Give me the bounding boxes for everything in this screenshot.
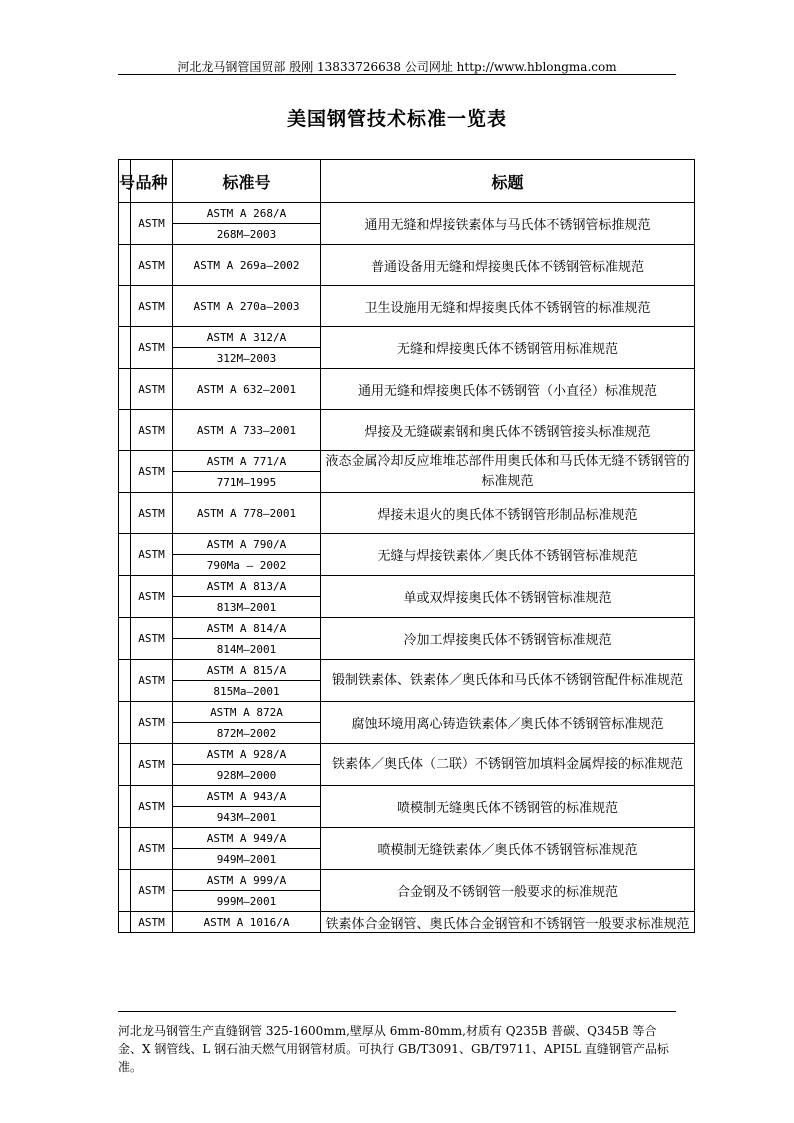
table-row [119,786,695,807]
standard-number-cell: 268M—2003 [173,224,321,245]
header-divider [118,74,676,75]
standard-number-cell: ASTM A 268/A [173,203,321,224]
row-number-cell [119,744,131,786]
standard-number-cell: ASTM A 270a—2003 [173,286,321,327]
standard-number-cell: ASTM A 815/A [173,660,321,681]
standard-number-cell: 312M—2003 [173,348,321,369]
title-cell: 焊接未退火的奥氏体不锈钢管形制品标准规范 [321,493,695,534]
table-row [119,576,695,597]
row-number-cell [119,493,131,534]
standards-table-container [118,159,690,954]
table-row [119,744,695,765]
standard-number-cell: 928M—2000 [173,765,321,786]
table-row [119,828,695,849]
row-number-cell [119,786,131,828]
kind-cell: ASTM [131,327,173,369]
kind-cell: ASTM [131,369,173,410]
standard-number-cell: 872M—2002 [173,723,321,744]
standard-number-cell: ASTM A 814/A [173,618,321,639]
table-row [119,660,695,681]
title-cell: 冷加工焊接奥氏体不锈钢管标准规范 [321,618,695,660]
row-number-cell [119,245,131,286]
standard-number-cell: ASTM A 778—2001 [173,493,321,534]
title-cell: 液态金属冷却反应堆堆芯部件用奥氏体和马氏体无缝不锈钢管的标准规范 [321,451,695,493]
row-number-cell [119,327,131,369]
standard-number-cell: 814M—2001 [173,639,321,660]
title-cell: 单或双焊接奥氏体不锈钢管标准规范 [321,576,695,618]
kind-cell: ASTM [131,786,173,828]
standard-number-cell: 813M—2001 [173,597,321,618]
footer-divider [118,1011,676,1012]
standard-number-cell: ASTM A 771/A [173,451,321,472]
row-number-cell [119,912,131,933]
title-cell: 卫生设施用无缝和焊接奥氏体不锈钢管的标准规范 [321,286,695,327]
title-cell: 合金钢及不锈钢管一般要求的标准规范 [321,870,695,912]
title-cell: 焊接及无缝碳素钢和奥氏体不锈钢管接头标准规范 [321,410,695,451]
row-number-cell [119,576,131,618]
table-row [119,245,695,286]
row-number-cell [119,410,131,451]
standard-number-cell: 943M—2001 [173,807,321,828]
standard-number-cell: ASTM A 813/A [173,576,321,597]
table-body [119,203,695,933]
standard-number-cell: ASTM A 733—2001 [173,410,321,451]
row-number-cell [119,451,131,493]
title-cell: 喷模制无缝奥氏体不锈钢管的标准规范 [321,786,695,828]
title-cell: 铁素体／奥氏体（二联）不锈钢管加填料金属焊接的标准规范 [321,744,695,786]
table-row [119,203,695,224]
standard-number-cell: 949M—2001 [173,849,321,870]
standard-number-cell: ASTM A 269a—2002 [173,245,321,286]
kind-cell: ASTM [131,870,173,912]
kind-cell: ASTM [131,245,173,286]
row-number-cell [119,369,131,410]
table-row [119,493,695,534]
table-row [119,534,695,555]
row-number-cell [119,286,131,327]
standard-number-cell: 790Ma — 2002 [173,555,321,576]
kind-cell: ASTM [131,203,173,245]
col-header-title: 标题 [321,160,695,203]
title-cell: 锻制铁素体、铁素体／奥氏体和马氏体不锈钢管配件标准规范 [321,660,695,702]
standard-number-cell: ASTM A 1016/A [173,912,321,933]
table-row [119,451,695,472]
standard-number-cell: 999M—2001 [173,891,321,912]
table-row [119,702,695,723]
standard-number-cell: ASTM A 949/A [173,828,321,849]
table-header-row [119,160,695,203]
col-header-standard: 标准号 [173,160,321,203]
title-cell: 喷模制无缝铁素体／奥氏体不锈钢管标准规范 [321,828,695,870]
title-cell: 通用无缝和焊接奥氏体不锈钢管（小直径）标准规范 [321,369,695,410]
table-row [119,870,695,891]
standard-number-cell: 815Ma—2001 [173,681,321,702]
table-row [119,618,695,639]
kind-cell: ASTM [131,702,173,744]
standard-number-cell: ASTM A 928/A [173,744,321,765]
table-row [119,327,695,348]
row-number-cell [119,534,131,576]
kind-cell: ASTM [131,534,173,576]
kind-cell: ASTM [131,618,173,660]
standard-number-cell: ASTM A 312/A [173,327,321,348]
kind-cell: ASTM [131,576,173,618]
kind-cell: ASTM [131,828,173,870]
standard-number-cell: ASTM A 872A [173,702,321,723]
document-title: 美国钢管技术标准一览表 [286,108,507,130]
row-number-cell [119,660,131,702]
kind-cell: ASTM [131,744,173,786]
row-number-cell [119,870,131,912]
kind-cell: ASTM [131,286,173,327]
standard-number-cell: 771M—1995 [173,472,321,493]
page-footer: 河北龙马钢管生产直缝钢管 325-1600mm,壁厚从 6mm-80mm,材质有 Q235B 普碳、Q345B 等合金、X 钢管线、L 钢石油天燃气用钢管材质。可执行 GB/T3091、GB/T9711、API5L 直缝钢管产品标准。 [118,1024,669,1074]
col-header-kind: 品种 [131,160,173,203]
title-cell: 铁素体合金钢管、奥氏体合金钢管和不锈钢管一般要求标准规范 [321,912,695,933]
kind-cell: ASTM [131,660,173,702]
kind-cell: ASTM [131,451,173,493]
standard-number-cell: ASTM A 632—2001 [173,369,321,410]
title-cell: 普通设备用无缝和焊接奥氏体不锈钢管标准规范 [321,245,695,286]
page-header: 河北龙马钢管国贸部 殷刚 13833726638 公司网址 http://www.hblongma.com [177,60,617,74]
table-row [119,410,695,451]
title-cell: 通用无缝和焊接铁素体与马氏体不锈钢管标推规范 [321,203,695,245]
standards-table [118,159,695,933]
title-cell: 无缝和焊接奥氏体不锈钢管用标准规范 [321,327,695,369]
table-row [119,369,695,410]
kind-cell: ASTM [131,912,173,933]
standard-number-cell: ASTM A 790/A [173,534,321,555]
kind-cell: ASTM [131,410,173,451]
table-row [119,286,695,327]
title-cell: 腐蚀环境用离心铸造铁素体／奥氏体不锈钢管标准规范 [321,702,695,744]
row-number-cell [119,702,131,744]
standard-number-cell: ASTM A 943/A [173,786,321,807]
table-row [119,912,695,933]
col-header-number: 号 [119,160,131,203]
row-number-cell [119,828,131,870]
row-number-cell [119,618,131,660]
standard-number-cell: ASTM A 999/A [173,870,321,891]
title-cell: 无缝与焊接铁素体／奥氏体不锈钢管标准规范 [321,534,695,576]
row-number-cell [119,203,131,245]
kind-cell: ASTM [131,493,173,534]
